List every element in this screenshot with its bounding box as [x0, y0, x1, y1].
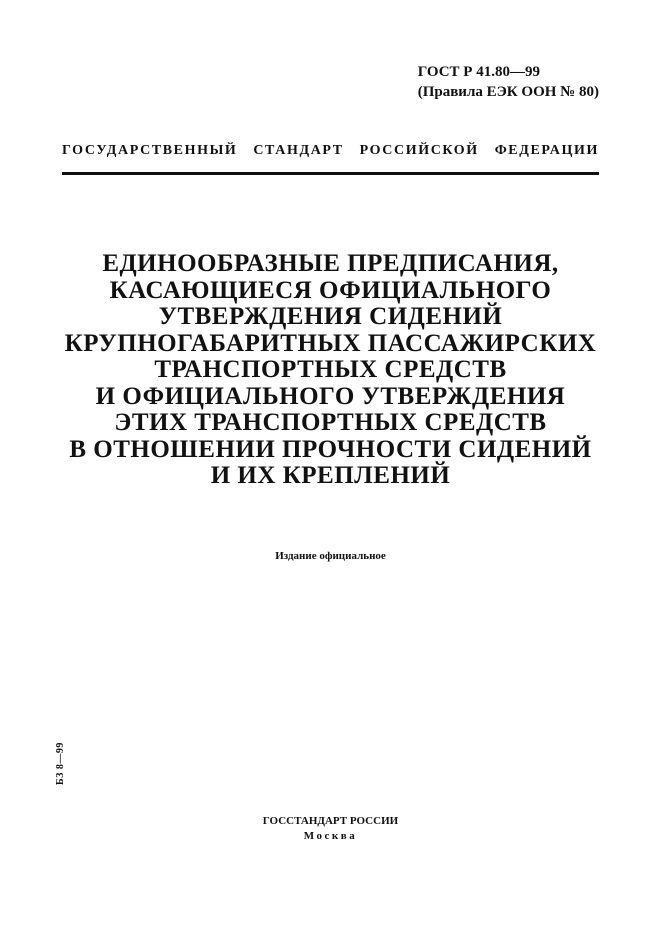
- state-standard-heading: [62, 143, 599, 159]
- title-line: И ИХ КРЕПЛЕНИЙ: [210, 462, 451, 489]
- edition-label: Издание официальное: [275, 550, 386, 562]
- state-standard-word: РОССИЙСКОЙ: [359, 143, 479, 158]
- title-line: УТВЕРЖДЕНИЯ СИДЕНИЙ: [158, 303, 503, 330]
- title-line: И ОФИЦИАЛЬНОГО УТВЕРЖДЕНИЯ: [95, 382, 566, 410]
- publisher: [0, 814, 661, 844]
- title-line: ТРАНСПОРТНЫХ СРЕДСТВ: [154, 356, 507, 383]
- side-code: БЗ 8—99: [55, 742, 66, 785]
- title-line: КАСАЮЩИЕСЯ ОФИЦИАЛЬНОГО: [109, 276, 552, 304]
- heading-divider: [62, 172, 599, 175]
- title-line: ЭТИХ ТРАНСПОРТНЫХ СРЕДСТВ: [114, 409, 547, 436]
- gost-number: ГОСТ Р 41.80—99: [417, 64, 540, 80]
- document-title: [40, 251, 621, 490]
- title-line: КРУПНОГАБАРИТНЫХ ПАССАЖИРСКИХ: [64, 329, 597, 357]
- state-standard-word: ФЕДЕРАЦИИ: [494, 143, 599, 158]
- publisher-city: Москва: [303, 830, 358, 842]
- document-codes: [418, 62, 599, 102]
- state-standard-word: СТАНДАРТ: [253, 143, 344, 158]
- title-line: ЕДИНООБРАЗНЫЕ ПРЕДПИСАНИЯ,: [102, 250, 559, 277]
- state-standard-word: ГОСУДАРСТВЕННЫЙ: [62, 143, 238, 158]
- publisher-name: ГОССТАНДАРТ РОССИИ: [262, 815, 399, 827]
- title-line: В ОТНОШЕНИИ ПРОЧНОСТИ СИДЕНИЙ: [69, 435, 592, 463]
- ece-rules-number: (Правила ЕЭК ООН № 80): [417, 84, 599, 100]
